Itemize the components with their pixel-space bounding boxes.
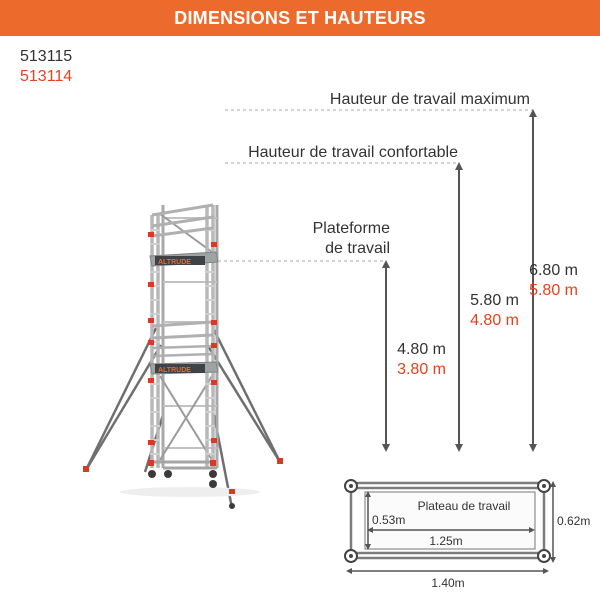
page-title: DIMENSIONS ET HAUTEURS	[174, 8, 426, 28]
platform-height-primary: 4.80 m	[397, 341, 446, 358]
plateau-plan	[345, 480, 590, 590]
max-height-primary: 6.80 m	[529, 262, 578, 279]
brand-label-lower: ALTRUDE	[158, 367, 191, 374]
platform-label-line1: Plateforme	[312, 220, 390, 237]
outer-length-label: 1.40m	[431, 576, 465, 590]
comfort-height-primary: 5.80 m	[470, 292, 519, 309]
comfort-height-label: Hauteur de travail confortable	[248, 144, 458, 161]
inner-length-label: 1.25m	[429, 534, 463, 548]
plateau-label: Plateau de travail	[417, 499, 511, 513]
max-height-secondary: 5.80 m	[529, 282, 578, 299]
max-height-label: Hauteur de travail maximum	[329, 91, 530, 108]
brand-label-upper: ALTRUDE	[158, 259, 191, 266]
platform-label-line2: de travail	[325, 240, 390, 257]
platform-height-secondary: 3.80 m	[397, 361, 446, 378]
inner-width-label: 0.53m	[372, 513, 406, 527]
outer-width-label: 0.62m	[557, 514, 591, 528]
reference-secondary: 513114	[20, 68, 73, 85]
reference-primary: 513115	[20, 48, 73, 65]
comfort-height-secondary: 4.80 m	[470, 312, 519, 329]
scaffold-illustration	[83, 205, 283, 509]
